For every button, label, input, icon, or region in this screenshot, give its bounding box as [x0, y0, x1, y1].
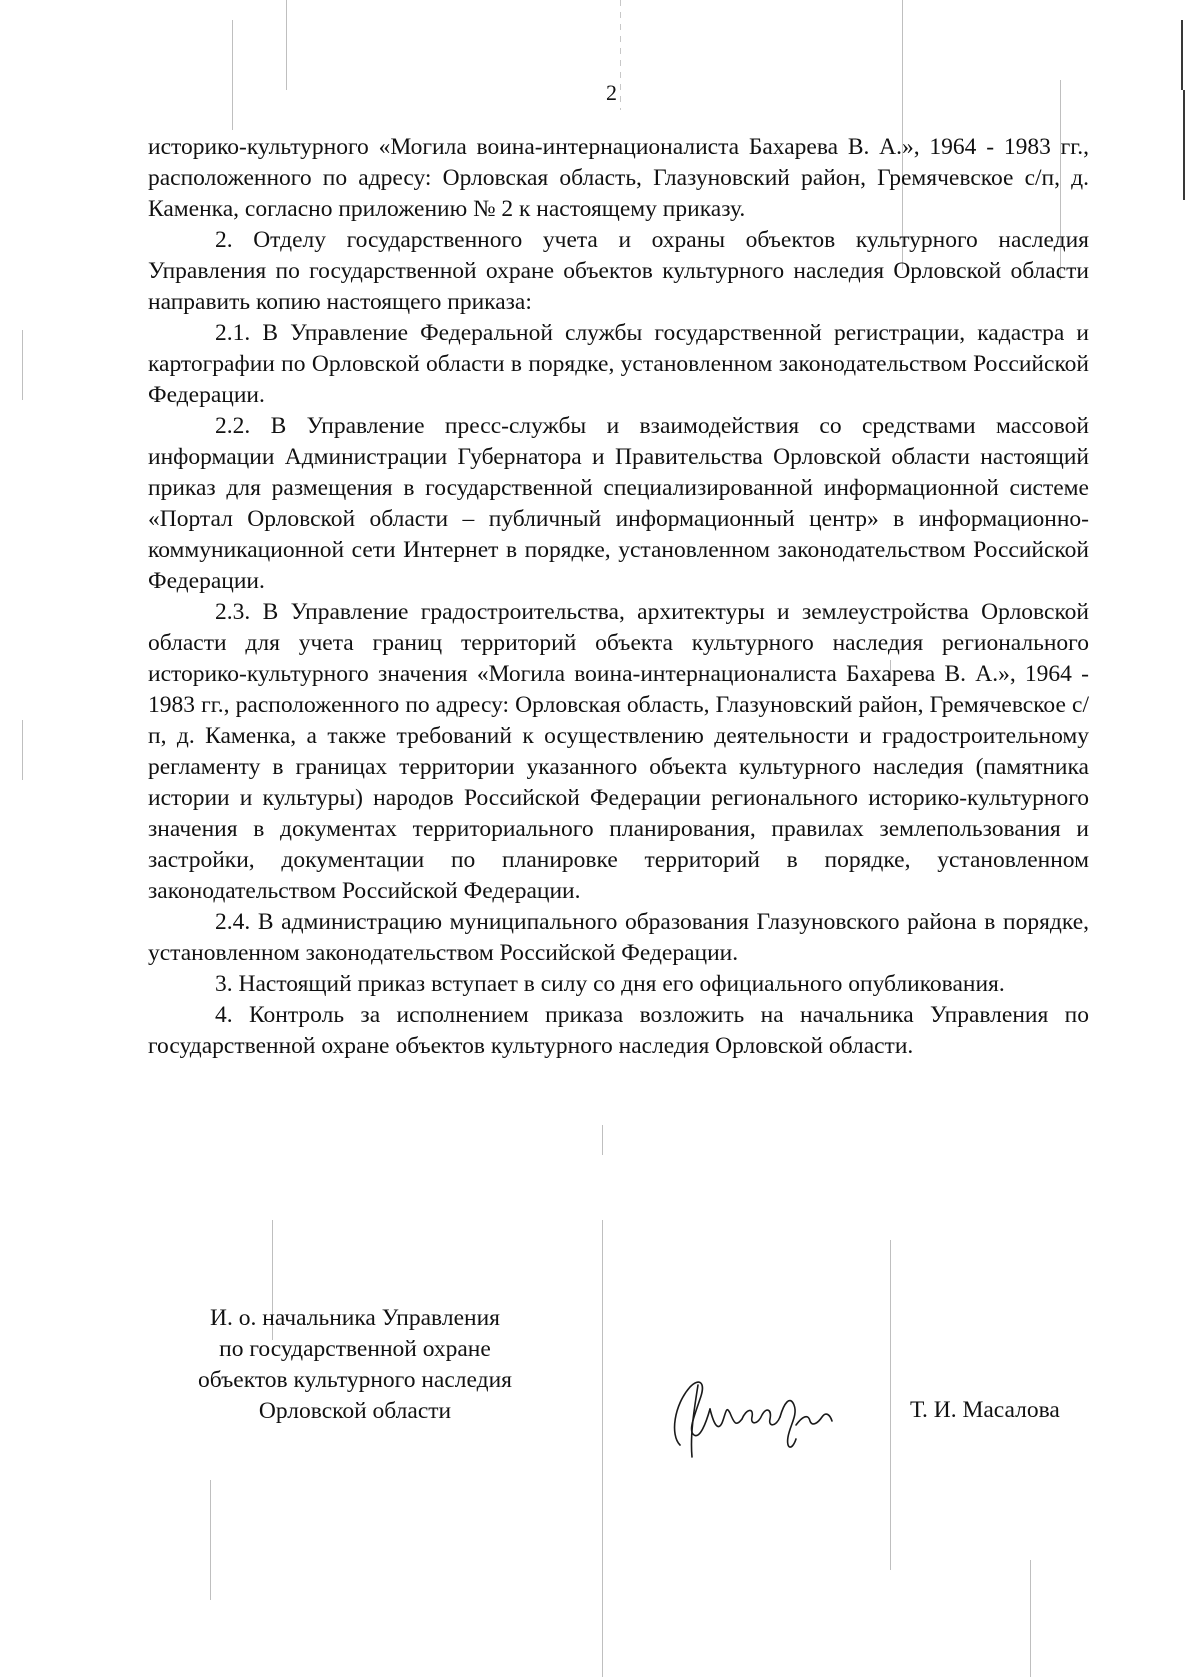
paragraph-item-2: 2. Отделу государственного учета и охраны объектов культурного наследия Управления по государственной охране объектов культурного наследия Орловской области направить копию настоящего приказа:: [148, 227, 1089, 315]
handwritten-signature: [660, 1365, 840, 1465]
scan-artifact-line: [22, 330, 23, 400]
scan-artifact-line: [890, 1240, 891, 1570]
scan-artifact-line: [286, 0, 287, 90]
signatory-position: [150, 1303, 560, 1427]
document-body: [148, 132, 1089, 1062]
paragraph-item-2-4: 2.4. В администрацию муниципального образования Глазуновского района в порядке, установленном законодательством Российской Федерации.: [148, 909, 1089, 966]
paragraph-item-2-1: 2.1. В Управление Федеральной службы государственной регистрации, кадастра и картографии по Орловской области в порядке, установленном законодательством Российской Федерации.: [148, 320, 1089, 408]
scan-artifact-line: [602, 1220, 603, 1677]
scan-artifact-line: [1181, 20, 1183, 90]
page-number: 2: [606, 80, 617, 105]
signatory-position-line: И. о. начальника Управления: [210, 1305, 500, 1331]
signer-name: Т. И. Масалова: [910, 1397, 1060, 1423]
scan-artifact-line: [1030, 1560, 1031, 1677]
signatory-position-line: Орловской области: [258, 1398, 452, 1424]
scan-artifact-line: [1183, 90, 1185, 200]
paragraph-intro-continuation: историко-культурного «Могила воина-интернационалиста Бахарева В. А.», 1964 - 1983 гг., расположенного по адресу: Орловская область, Глазуновский район, Гремячевское с/п, д. Каменка, согласно приложению № 2 к настоящему приказу.: [148, 134, 1089, 222]
paragraph-item-3: 3. Настоящий приказ вступает в силу со дня его официального опубликования.: [215, 971, 1005, 997]
scan-artifact-line: [210, 1480, 211, 1600]
signatory-position-line: объектов культурного наследия: [198, 1367, 512, 1393]
scan-artifact-line: [620, 0, 621, 110]
scan-artifact-line: [22, 720, 23, 780]
scan-artifact-line: [602, 1125, 603, 1155]
paragraph-item-4: 4. Контроль за исполнением приказа возложить на начальника Управления по государственной охране объектов культурного наследия Орловской области.: [148, 1002, 1089, 1059]
paragraph-item-2-2: 2.2. В Управление пресс-службы и взаимодействия со средствами массовой информации Администрации Губернатора и Правительства Орловской области настоящий приказ для размещения в государственной специализированной информационной системе «Портал Орловской области – публичный информационный центр» в информационно-коммуникационной сети Интернет в порядке, установленном законодательством Российской Федерации.: [148, 413, 1089, 594]
paragraph-item-2-3: 2.3. В Управление градостроительства, архитектуры и землеустройства Орловской области для учета границ территорий объекта культурного наследия регионального историко-культурного значения «Могила воина-интернационалиста Бахарева В. А.», 1964 - 1983 гг., расположенного по адресу: Орловская область, Глазуновский район, Гремячевское с/п, д. Каменка, а также требований к осуществлению деятельности и градостроительному регламенту в границах территории указанного объекта культурного наследия (памятника истории и культуры) народов Российской Федерации регионального историко-культурного значения в документах территориального планирования, правилах землепользования и застройки, документации по планировке территорий в порядке, установленном законодательством Российской Федерации.: [148, 599, 1089, 904]
signatory-position-line: по государственной охране: [219, 1336, 491, 1362]
scan-artifact-line: [232, 20, 233, 130]
